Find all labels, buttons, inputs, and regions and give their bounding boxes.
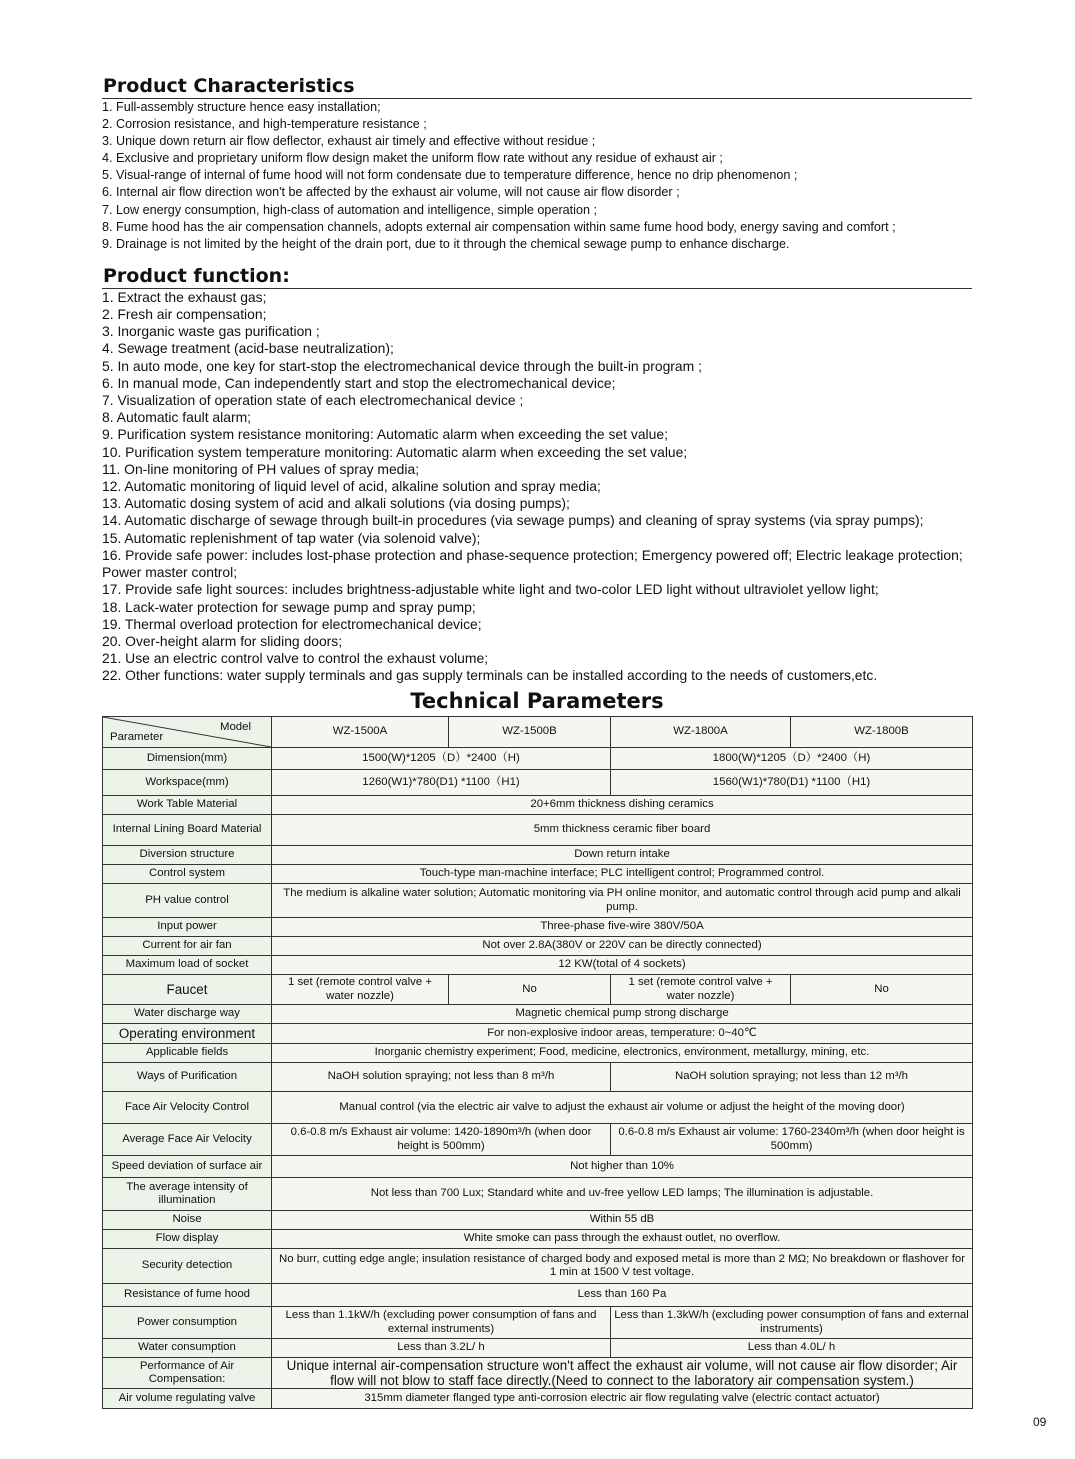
row-value: Less than 1.3kW/h (excluding power consumption of fans and external instruments) [611,1307,973,1339]
table-row [103,1063,973,1092]
list-item: 9. Purification system resistance monitoring: Automatic alarm when exceeding the set value; [102,426,668,443]
list-item: 14. Automatic discharge of sewage through built-in procedures (via sewage pumps) and cleaning of spray systems (via spray pumps); [102,512,924,529]
row-value: Unique internal air-compensation structure won't affect the exhaust air volume, will not cause air flow disorder; Air flow will not blow to staff face directly.(Need to connect to the laboratory air compensation system.) [272,1358,973,1389]
list-item: 7. Low energy consumption, high-class of automation and intelligence, simple operation ; [102,202,597,217]
table-row [103,1156,973,1178]
technical-title: Technical Parameters [410,688,664,713]
list-item: 5. Visual-range of internal of fume hood will not form condensate due to temperature difference, hence no drip phenomenon ; [102,168,798,183]
list-item: 1. Full-assembly structure hence easy installation; [102,100,381,114]
row-value: NaOH solution spraying; not less than 8 m³/h [272,1063,611,1092]
row-value: 1260(W1)*780(D1) *1100（H1) [272,770,611,796]
row-value: Less than 4.0L/ h [611,1339,973,1358]
table-row [103,918,973,937]
row-value: 1 set (remote control valve + water nozzle) [611,975,791,1005]
characteristics-title: Product Characteristics [102,74,972,99]
table-row [103,1092,973,1124]
table-row [103,1230,973,1249]
list-item: 19. Thermal overload protection for electromechanical device; [102,615,482,632]
row-label: Faucet [103,975,272,1005]
row-label: Air volume regulating valve [103,1389,272,1409]
row-value: Not less than 700 Lux; Standard white and uv-free yellow LED lamps; The illumination is adjustable. [272,1178,973,1211]
list-item: 6. In manual mode, Can independently start and stop the electromechanical device; [102,374,616,391]
table-row [103,770,973,796]
row-value: 0.6-0.8 m/s Exhaust air volume: 1420-1890m³/h (when door height is 500mm) [272,1124,611,1156]
row-label: Average Face Air Velocity [103,1124,272,1156]
row-value: 315mm diameter flanged type anti-corrosion electric air flow regulating valve (electric contact actuator) [272,1389,973,1409]
table-row [103,815,973,846]
row-value: Touch-type man-machine interface; PLC intelligent control; Programmed control. [272,865,973,884]
table-row [103,1124,973,1156]
table-row [103,1358,973,1389]
table-row [103,1178,973,1211]
list-item: 7. Visualization of operation state of each electromechanical device ; [102,392,524,409]
table-row [103,865,973,884]
row-value: No [449,975,611,1005]
list-item: 6. Internal air flow direction won't be affected by the exhaust air volume, will not cause air flow disorder ; [102,185,680,200]
list-item: 1. Extract the exhaust gas; [102,288,267,305]
parameter-header-label: Parameter [110,730,164,743]
row-value: Manual control (via the electric air valve to adjust the exhaust air volume or adjust the height of the moving door) [272,1092,973,1124]
row-value: Three-phase five-wire 380V/50A [272,918,973,937]
row-label: Resistance of fume hood [103,1284,272,1307]
row-label: Speed deviation of surface air [103,1156,272,1178]
row-label: Water consumption [103,1339,272,1358]
row-label: Diversion structure [103,846,272,865]
functions-title: Product function: [102,264,972,289]
row-value: Inorganic chemistry experiment; Food, medicine, electronics, environment, metallurgy, mining, etc. [272,1044,973,1063]
row-value: White smoke can pass through the exhaust outlet, no overflow. [272,1230,973,1249]
list-item: 16. Provide safe power: includes lost-phase protection and phase-sequence protection; Emergency powered off; Electric leakage protection; Power master control; [102,546,963,581]
table-row [103,1044,973,1063]
row-label: Noise [103,1211,272,1230]
functions-list [102,289,972,685]
list-item: 2. Fresh air compensation; [102,306,267,323]
list-item: 15. Automatic replenishment of tap water (via solenoid valve); [102,529,481,546]
model-cell: WZ-1500B [449,717,611,748]
list-item: 12. Automatic monitoring of liquid level of acid, alkaline solution and spray media; [102,478,601,495]
table-row [103,937,973,956]
table-header-row [103,717,973,748]
header-corner-cell [103,717,272,748]
list-item: 2. Corrosion resistance, and high-temperature resistance ; [102,117,427,132]
row-label: Operating environment [103,1024,272,1044]
table-row [103,1307,973,1339]
row-label: Internal Lining Board Material [103,815,272,846]
row-label: Current for air fan [103,937,272,956]
list-item: 21. Use an electric control valve to control the exhaust volume; [102,650,489,667]
row-label: Ways of Purification [103,1063,272,1092]
row-value: 12 KW(total of 4 sockets) [272,956,973,975]
table-row [103,1211,973,1230]
table-row [103,884,973,918]
table-row [103,1339,973,1358]
model-cell: WZ-1500A [272,717,449,748]
row-value: Less than 160 Pa [272,1284,973,1307]
row-value: No [791,975,973,1005]
row-label: Workspace(mm) [103,770,272,796]
row-label: Work Table Material [103,796,272,815]
table-row [103,956,973,975]
row-label: Input power [103,918,272,937]
row-value: Less than 3.2L/ h [272,1339,611,1358]
page-number: 09 [1033,1415,1047,1429]
row-value: Not over 2.8A(380V or 220V can be directly connected) [272,937,973,956]
table-row [103,846,973,865]
table-row [103,796,973,815]
model-header-label: Model [219,721,251,733]
model-cell: WZ-1800B [791,717,973,748]
list-item: 22. Other functions: water supply terminals and gas supply terminals can be installed according to the needs of customers,etc. [102,667,878,684]
row-label: Performance of Air Compensation: [103,1358,272,1389]
list-item: 13. Automatic dosing system of acid and alkali solutions (via dosing pumps); [102,495,570,512]
row-value: 1 set (remote control valve + water nozzle) [272,975,449,1005]
technical-parameters-table [102,716,973,1409]
characteristics-list [102,99,972,253]
list-item: 5. In auto mode, one key for start-stop the electromechanical device through the built-in program ; [102,357,702,374]
row-value: 5mm thickness ceramic fiber board [272,815,973,846]
row-value: 0.6-0.8 m/s Exhaust air volume: 1760-2340m³/h (when door height is 500mm) [611,1124,973,1156]
list-item: 18. Lack-water protection for sewage pump and spray pump; [102,598,476,615]
row-value: 20+6mm thickness dishing ceramics [272,796,973,815]
table-row [103,1389,973,1409]
table-row [103,1024,973,1044]
model-cell: WZ-1800A [611,717,791,748]
row-value: No burr, cutting edge angle; insulation resistance of charged body and exposed metal is more than 2 MΩ; No breakdown or flashover for 1 min at 1500 V test voltage. [272,1249,973,1284]
row-value: For non-explosive indoor areas, temperature: 0~40℃ [272,1024,973,1044]
list-item: 8. Fume hood has the air compensation channels, adopts external air compensation within same fume hood body, energy saving and comfort ; [102,219,896,234]
row-value: Down return intake [272,846,973,865]
row-label: Applicable fields [103,1044,272,1063]
row-value: Less than 1.1kW/h (excluding power consumption of fans and external instruments) [272,1307,611,1339]
row-label: Flow display [103,1230,272,1249]
list-item: 4. Sewage treatment (acid-base neutralization); [102,340,394,357]
row-value: Within 55 dB [272,1211,973,1230]
document-body [102,74,972,716]
row-value: 1500(W)*1205（D）*2400（H) [272,748,611,770]
table-row [103,1005,973,1024]
list-item: 10. Purification system temperature monitoring: Automatic alarm when exceeding the set value; [102,443,688,460]
row-label: Security detection [103,1249,272,1284]
list-item: 17. Provide safe light sources: includes brightness-adjustable white light and two-color LED light without ultraviolet yellow light; [102,581,879,598]
row-label: PH value control [103,884,272,918]
list-item: 9. Drainage is not limited by the height of the drain port, due to it through the chemical sewage pump to enhance discharge. [102,236,790,251]
list-item: 11. On-line monitoring of PH values of spray media; [102,460,420,477]
row-value: The medium is alkaline water solution; Automatic monitoring via PH online monitor, and automatic control through acid pump and alkali pump. [272,884,973,918]
table-row [103,975,973,1005]
row-value: Not higher than 10% [272,1156,973,1178]
row-label: The average intensity of illumination [103,1178,272,1211]
row-value: 1560(W1)*780(D1) *1100（H1) [611,770,973,796]
row-label: Dimension(mm) [103,748,272,770]
row-label: Power consumption [103,1307,272,1339]
list-item: 20. Over-height alarm for sliding doors; [102,632,343,649]
table-row [103,748,973,770]
row-label: Water discharge way [103,1005,272,1024]
row-label: Control system [103,865,272,884]
table-row [103,1284,973,1307]
row-value: NaOH solution spraying; not less than 12 m³/h [611,1063,973,1092]
list-item: 8. Automatic fault alarm; [102,409,252,426]
table-row [103,1249,973,1284]
list-item: 3. Inorganic waste gas purification ; [102,323,320,340]
row-value: 1800(W)*1205（D）*2400（H) [611,748,973,770]
list-item: 4. Exclusive and proprietary uniform flow design maket the uniform flow rate without any residue of exhaust air ; [102,151,723,166]
row-label: Face Air Velocity Control [103,1092,272,1124]
row-value: Magnetic chemical pump strong discharge [272,1005,973,1024]
list-item: 3. Unique down return air flow deflector, exhaust air timely and effective without residue ; [102,134,596,149]
row-label: Maximum load of socket [103,956,272,975]
